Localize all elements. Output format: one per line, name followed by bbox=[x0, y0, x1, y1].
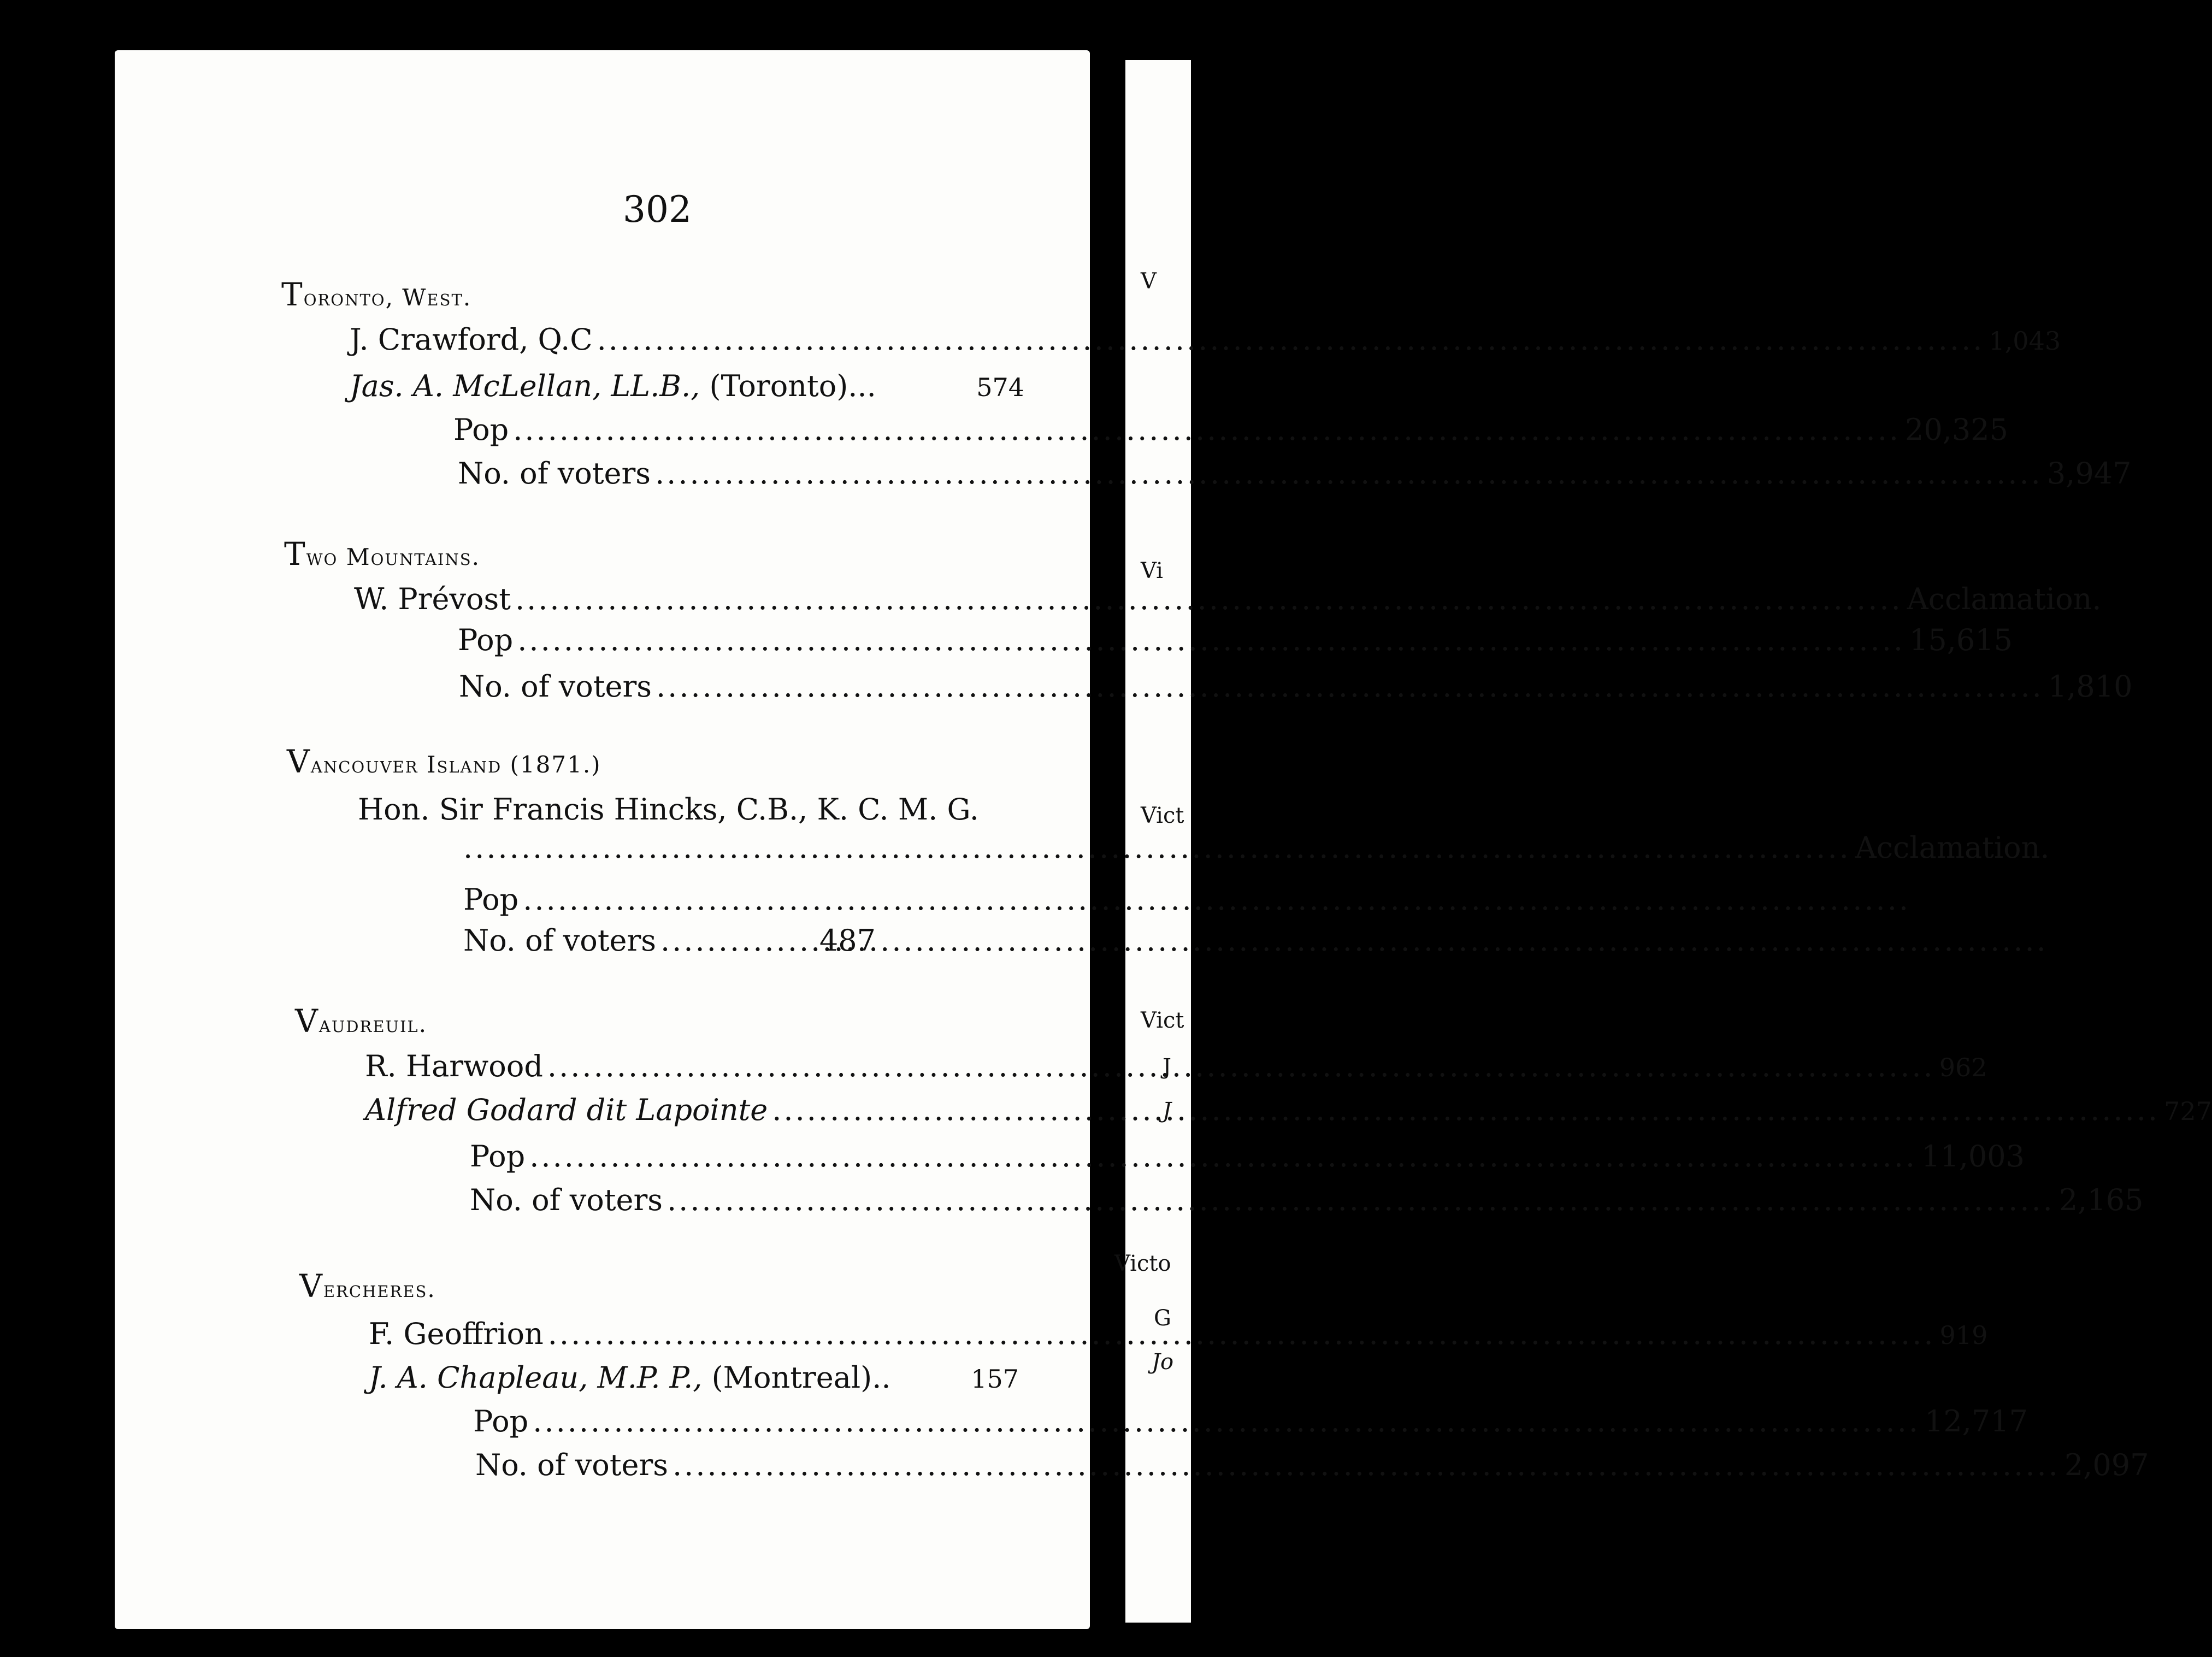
voters-row bbox=[458, 456, 2132, 491]
voters-value: 3,947 bbox=[2046, 456, 2132, 491]
candidate-name: R. Harwood bbox=[365, 1049, 543, 1083]
voters-label: No. of voters bbox=[463, 923, 657, 958]
pop-label: Pop bbox=[463, 882, 519, 917]
pop-value: 20,325 bbox=[1905, 412, 2008, 447]
voters-row bbox=[470, 1183, 2144, 1217]
leader-dots bbox=[515, 582, 1903, 616]
leader-dots bbox=[529, 1139, 1917, 1174]
population-row bbox=[473, 1404, 2028, 1438]
adjacent-page-fragment: V bbox=[1141, 269, 1157, 294]
heading-initial: T bbox=[281, 276, 304, 313]
adjacent-page-fragment: Jo bbox=[1152, 1349, 1174, 1375]
voters-row bbox=[475, 1448, 2149, 1482]
heading-initial: V bbox=[287, 743, 311, 780]
candidate-row bbox=[350, 322, 2061, 357]
leader-dots bbox=[655, 456, 2043, 491]
vote-count: 574 bbox=[976, 373, 1024, 402]
population-row bbox=[470, 1139, 2025, 1174]
leader-dots bbox=[656, 669, 2044, 704]
pop-value: 11,003 bbox=[1921, 1139, 2025, 1174]
pop-label: Pop bbox=[470, 1139, 526, 1174]
section-heading bbox=[284, 535, 480, 573]
population-row bbox=[453, 412, 2008, 447]
candidate-row bbox=[365, 1093, 2212, 1127]
candidate-name: J. Crawford, Q.C bbox=[350, 322, 593, 357]
leader-dots bbox=[772, 1093, 2160, 1127]
candidate-name: W. Prévost bbox=[354, 582, 511, 616]
adjacent-page-fragment: J bbox=[1163, 1098, 1172, 1123]
candidate-location: (Toronto)... bbox=[709, 369, 876, 403]
voters-label: No. of voters bbox=[458, 456, 651, 491]
voters-row bbox=[459, 669, 2133, 704]
page-number: 302 bbox=[623, 188, 692, 231]
heading-rest: oronto, West. bbox=[303, 284, 472, 311]
voters-label: No. of voters bbox=[470, 1183, 663, 1217]
vote-result: Acclamation. bbox=[1907, 582, 2102, 616]
leader-dots bbox=[548, 1317, 1936, 1351]
candidate-row bbox=[365, 1049, 1987, 1083]
adjacent-page-fragment: Vi bbox=[1141, 558, 1163, 583]
vote-count: 962 bbox=[1939, 1053, 1987, 1082]
population-row bbox=[463, 882, 769, 917]
vote-count: 919 bbox=[1939, 1320, 1988, 1350]
leader-dots bbox=[547, 1049, 1935, 1083]
heading-initial: V bbox=[299, 1267, 323, 1305]
candidate-row bbox=[369, 1360, 1019, 1395]
leader-dots bbox=[517, 623, 1905, 657]
voters-value: 1,810 bbox=[2048, 669, 2133, 704]
heading-initial: V bbox=[295, 1003, 319, 1040]
candidate-row bbox=[463, 830, 2050, 865]
candidate-row bbox=[354, 582, 2102, 616]
leader-dots bbox=[533, 1404, 1920, 1438]
candidate-row bbox=[358, 792, 1027, 827]
candidate-row bbox=[350, 369, 1024, 403]
adjacent-page-fragment: G bbox=[1154, 1306, 1171, 1331]
pop-label: Pop bbox=[453, 412, 509, 447]
section-heading bbox=[287, 743, 601, 780]
vote-result: Acclamation. bbox=[1855, 830, 2050, 865]
population-row bbox=[458, 623, 2013, 657]
leader-dots bbox=[673, 1448, 2060, 1482]
adjacent-page-fragment: Vict bbox=[1141, 803, 1184, 828]
voters-label: No. of voters bbox=[475, 1448, 669, 1482]
candidate-row bbox=[369, 1317, 1988, 1351]
heading-initial: T bbox=[284, 535, 306, 573]
pop-label: Pop bbox=[473, 1404, 529, 1438]
voters-value: 2,165 bbox=[2058, 1183, 2144, 1217]
heading-rest: wo Mountains. bbox=[306, 544, 480, 570]
leader-dots bbox=[513, 412, 1901, 447]
candidate-name: Jas. A. McLellan, LL.B., bbox=[350, 369, 700, 403]
candidate-name: J. A. Chapleau, M.P. P., bbox=[369, 1360, 703, 1395]
vote-count: 727 bbox=[2164, 1096, 2212, 1126]
leader-dots bbox=[523, 882, 1910, 917]
heading-rest: ercheres. bbox=[323, 1276, 436, 1302]
candidate-location: (Montreal).. bbox=[711, 1360, 891, 1395]
voters-row bbox=[463, 923, 876, 958]
adjacent-page-fragment: Vict bbox=[1141, 1008, 1184, 1033]
vote-count: 1,043 bbox=[1989, 326, 2061, 356]
vote-count: 157 bbox=[971, 1364, 1019, 1394]
pop-label: Pop bbox=[458, 623, 514, 657]
candidate-name: F. Geoffrion bbox=[369, 1317, 544, 1351]
voters-label: No. of voters bbox=[459, 669, 652, 704]
section-heading bbox=[299, 1267, 436, 1305]
leader-dots bbox=[463, 830, 1851, 865]
leader-dots bbox=[597, 322, 1985, 357]
adjacent-page-fragment: J bbox=[1163, 1054, 1172, 1080]
pop-value: 12,717 bbox=[1925, 1404, 2028, 1438]
section-heading bbox=[295, 1003, 427, 1040]
leader-dots bbox=[667, 1183, 2055, 1217]
heading-rest: ancouver Island (1871.) bbox=[310, 751, 601, 778]
section-heading bbox=[281, 276, 471, 313]
leader-dots bbox=[660, 923, 772, 958]
pop-value: 15,615 bbox=[1909, 623, 2013, 657]
candidate-name: Hon. Sir Francis Hincks, C.B., K. C. M. G. bbox=[358, 792, 979, 827]
candidate-name: Alfred Godard dit Lapointe bbox=[365, 1093, 768, 1127]
voters-value: 487 bbox=[819, 923, 876, 958]
heading-rest: audreuil. bbox=[318, 1011, 428, 1037]
adjacent-page-fragment: Victo bbox=[1114, 1251, 1171, 1276]
voters-value: 2,097 bbox=[2064, 1448, 2149, 1482]
